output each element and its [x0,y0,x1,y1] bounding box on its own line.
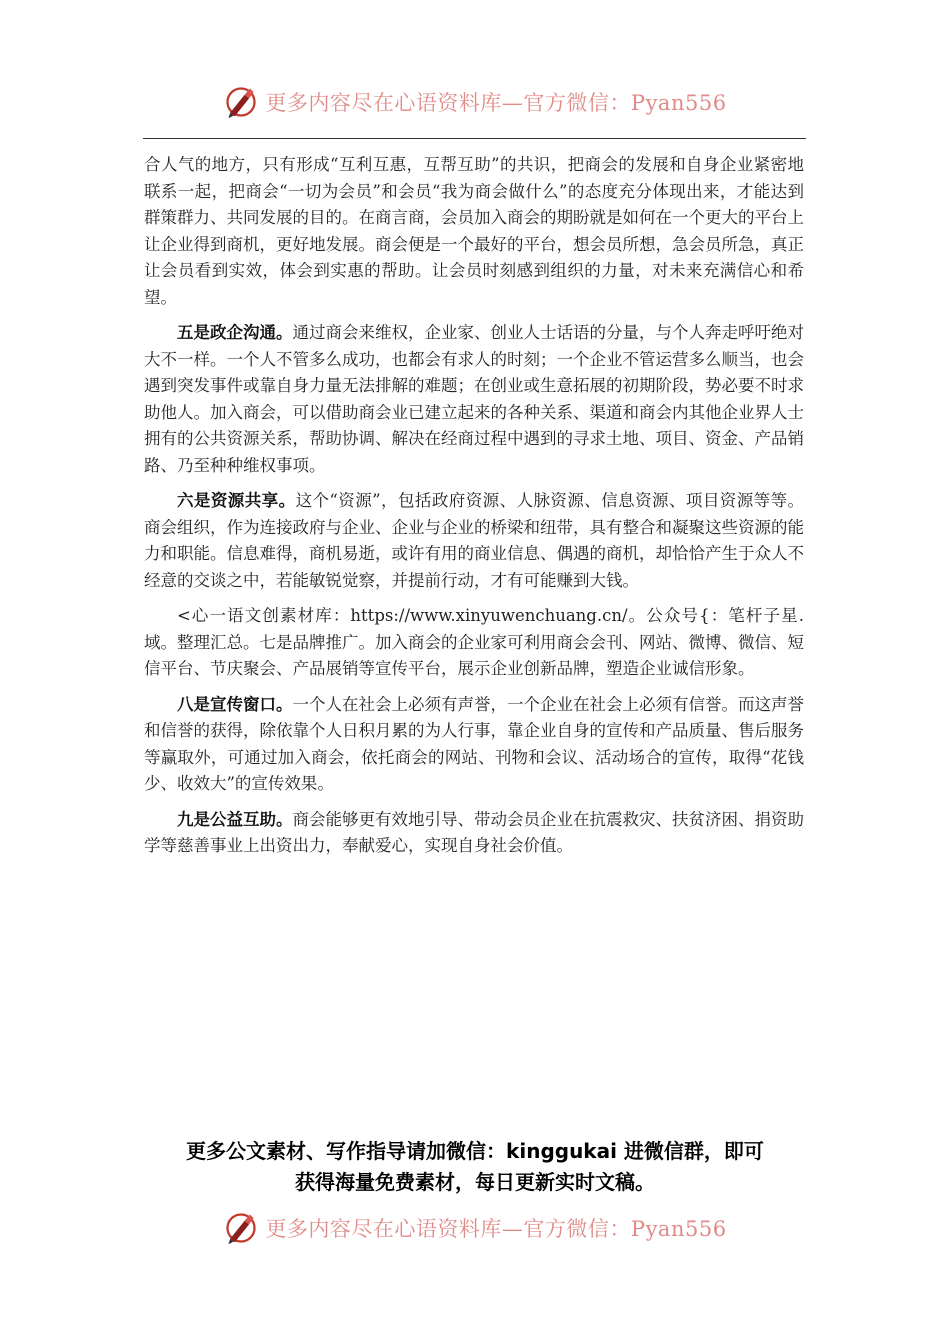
footer-watermark-text: 更多内容尽在心语资料库—官方微信：Pyan556 [265,1217,727,1241]
pen-logo-icon [223,1210,259,1246]
footer-watermark [0,1210,950,1246]
paragraph-brand-promotion [144,603,804,683]
paragraph-text: <心一语文创素材库：https://www.xinyuwenchuang.cn/。公众号{：笔杆子星.域。整理汇总。七是品牌推广。加入商会的企业家可利用商会会刊、网站、微博、微信、短信平台、节庆聚会、产品展销等宣传平台，展示企业创新品牌，塑造企业诚信形象。 [144,606,804,678]
header-watermark [0,84,950,120]
promo-notice [0,1136,950,1198]
paragraph-text: 这个“资源”，包括政府资源、人脉资源、信息资源、项目资源等等。商会组织，作为连接政府与企业、企业与企业的桥梁和纽带，具有整合和凝聚这些资源的能力和职能。信息难得，商机易逝，或许有用的商业信息、偶遇的商机，却恰恰产生于众人不经意的交谈之中，若能敏锐觉察，并提前行动，才有可能赚到大钱。 [144,491,805,590]
header-watermark-text: 更多内容尽在心语资料库—官方微信：Pyan556 [265,91,727,115]
paragraph-resource-sharing [144,488,804,594]
promo-line-2: 获得海量免费素材，每日更新实时文稿。 [295,1170,655,1194]
paragraph-text: 合人气的地方，只有形成“互利互惠，互帮互助”的共识，把商会的发展和自身企业紧密地联系一起，把商会“一切为会员”和会员“我为商会做什么”的态度充分体现出来，才能达到群策群力、共同发展的目的。在商言商，会员加入商会的期盼就是如何在一个更大的平台上让企业得到商机，更好地发展。商会便是一个最好的平台，想会员所想，急会员所急，真正让会员看到实效，体会到实惠的帮助。让会员时刻感到组织的力量，对未来充满信心和希望。 [144,155,804,307]
paragraph-government-communication [144,320,804,479]
paragraph-public-welfare [144,807,804,860]
paragraph-lead: 六是资源共享。 [177,491,296,510]
paragraph-lead: 五是政企沟通。 [177,323,293,342]
paragraph-lead: 八是宣传窗口。 [177,694,293,714]
paragraph-publicity-window [144,692,804,798]
document-body [144,152,804,869]
pen-logo-icon [223,84,259,120]
paragraph-text: 一个人在社会上必须有声誉，一个企业在社会上必须有信誉。而这声誉和信誉的获得，除依靠个人日积月累的为人行事，靠企业自身的宣传和产品质量、售后服务等赢取外，可通过加入商会，依托商会的网站、刊物和会议、活动场合的宣传，取得“花钱少、收效大”的宣传效果。 [144,694,804,793]
paragraph-text: 商会能够更有效地引导、带动会员企业在抗震救灾、扶贫济困、捐资助学等慈善事业上出资出力，奉献爱心，实现自身社会价值。 [144,809,804,855]
paragraph-lead: 九是公益互助。 [177,809,293,829]
promo-line-1: 更多公文素材、写作指导请加微信：kinggukai 进微信群，即可 [186,1139,764,1163]
paragraph-text: 通过商会来维权，企业家、创业人士话语的分量，与个人奔走呼吁绝对大不一样。一个人不管多么成功，也都会有求人的时刻；一个企业不管运营多么顺当，也会遇到突发事件或靠自身力量无法排解的难题；在创业或生意拓展的初期阶段，势必要不时求助他人。加入商会，可以借助商会业已建立起来的各种关系、渠道和商会内其他企业界人士拥有的公共资源关系，帮助协调、解决在经商过程中遇到的寻求土地、项目、资金、产品销路、乃至种种维权事项。 [144,323,804,475]
paragraph-intro-continuation [144,152,804,311]
header-divider [143,138,806,139]
